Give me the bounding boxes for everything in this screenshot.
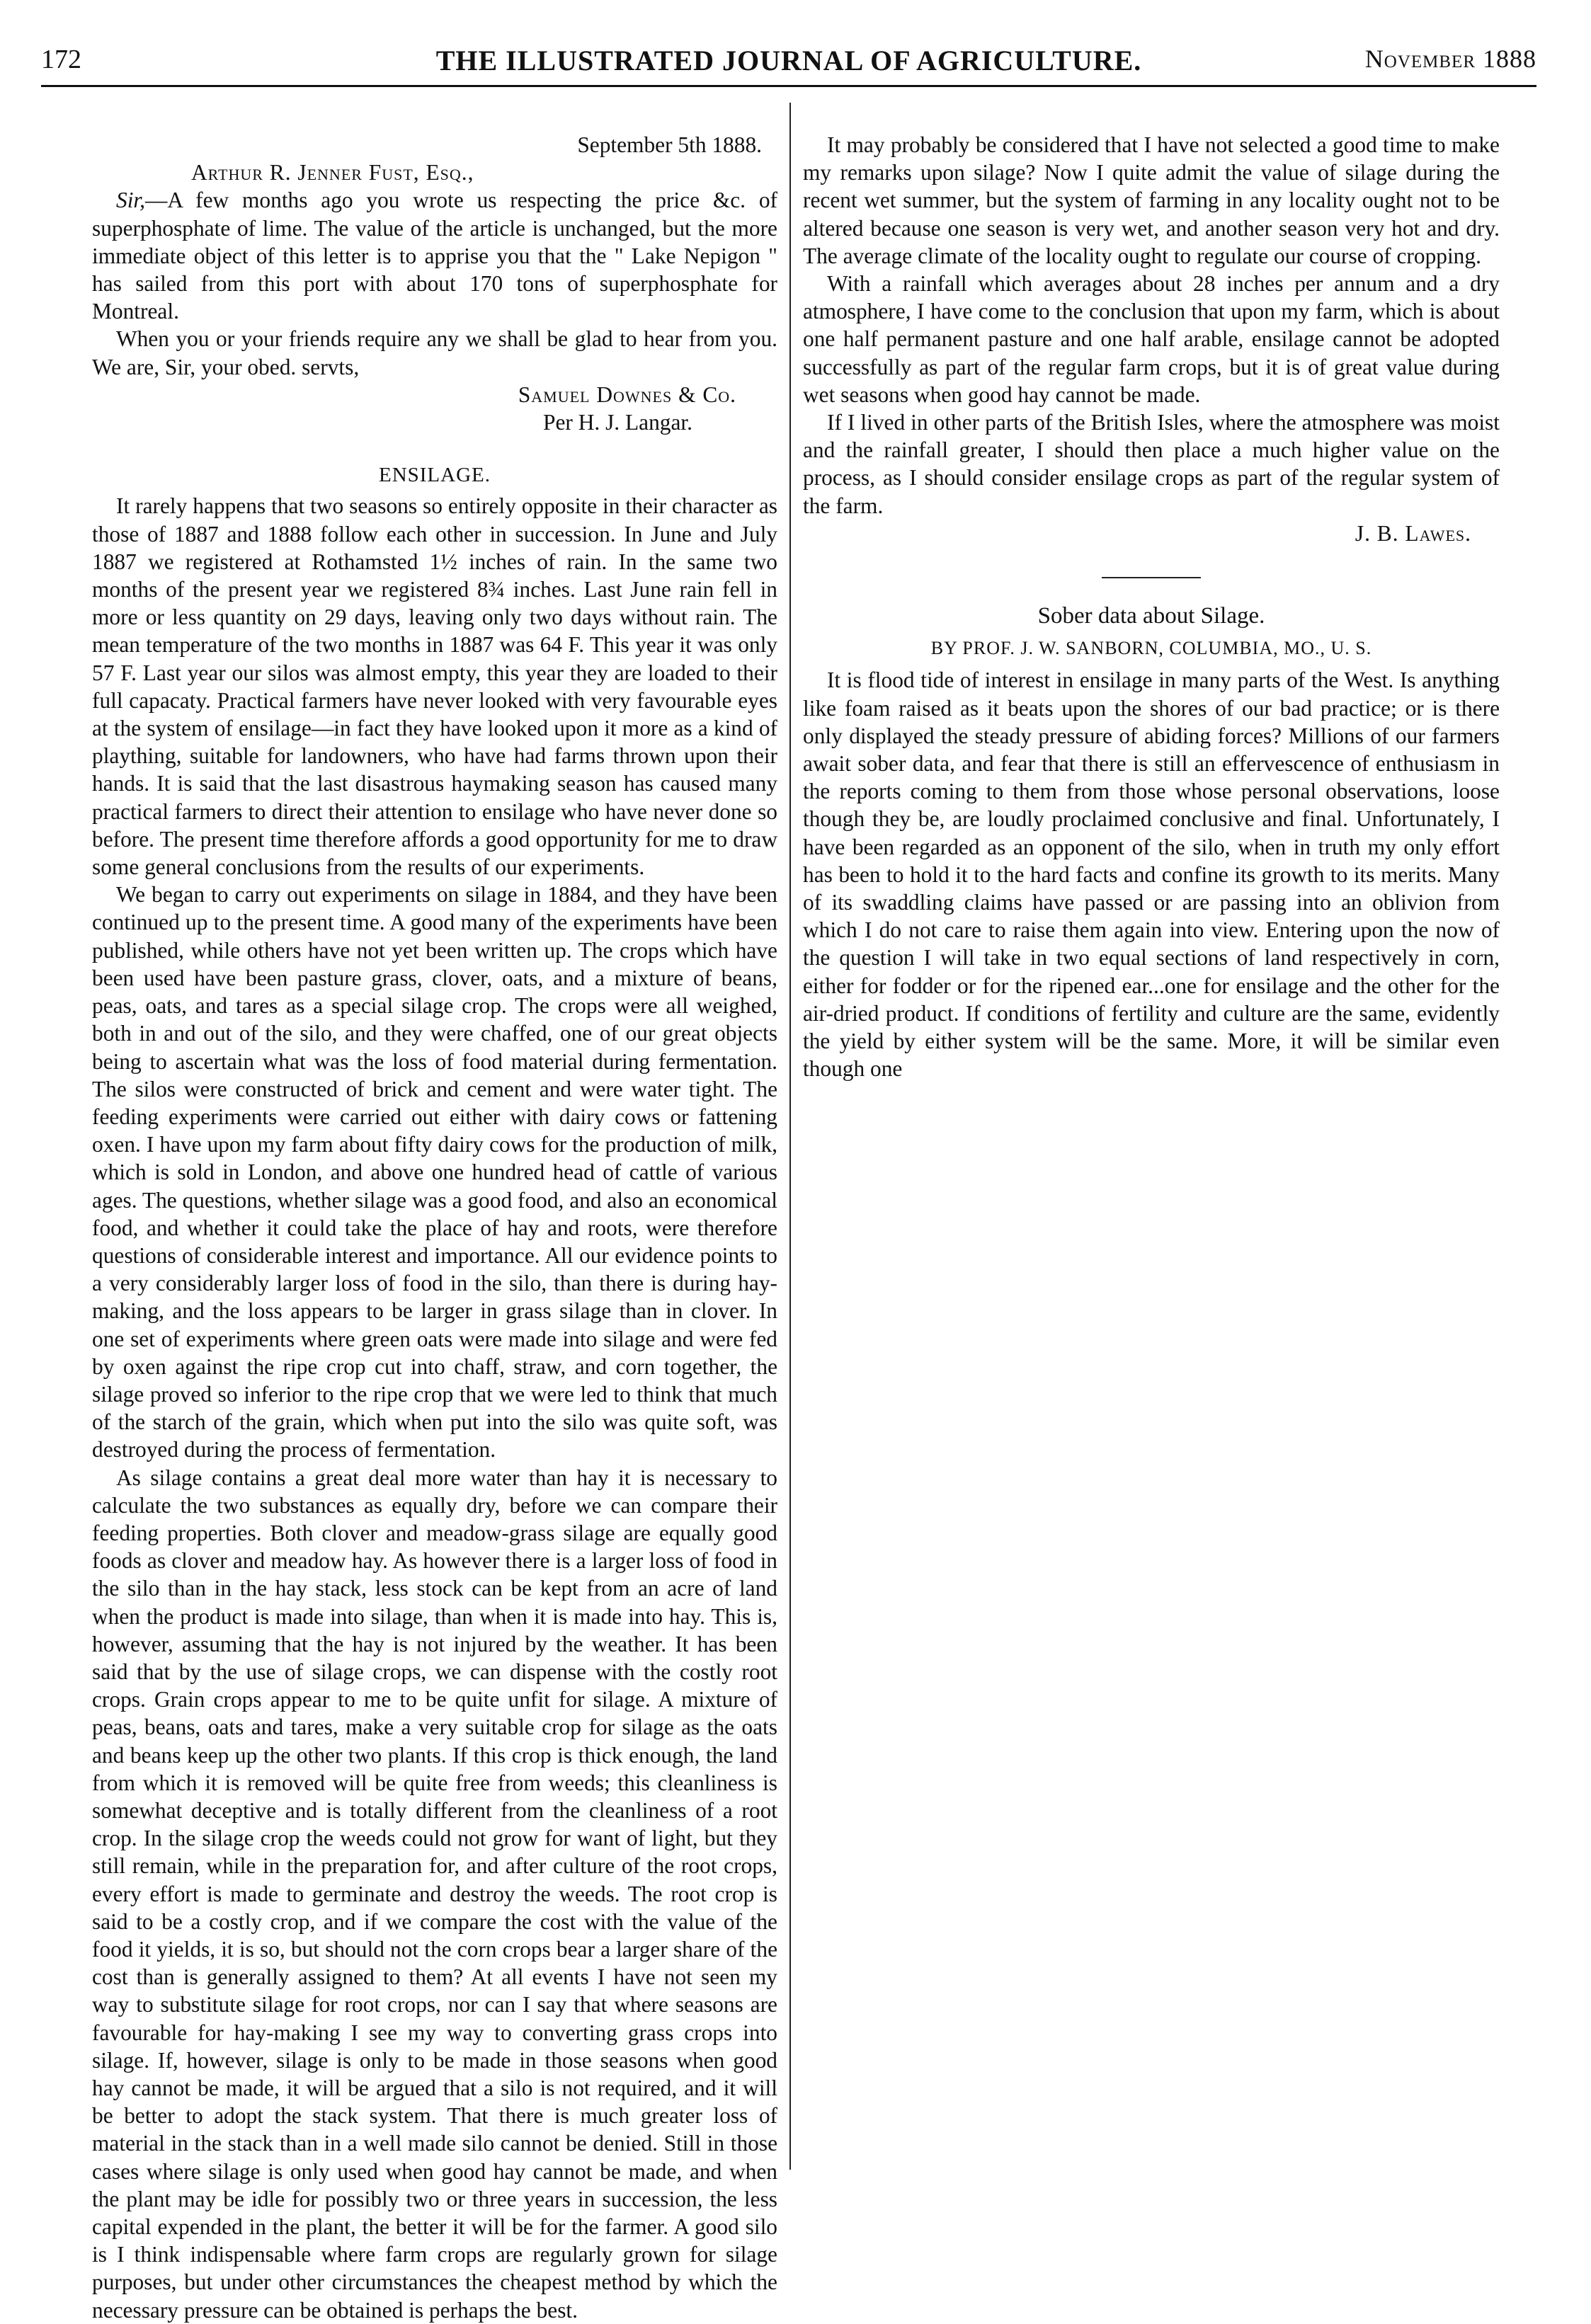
section-separator bbox=[1102, 577, 1201, 578]
letter-closing: When you or your friends require any we shall be glad to hear from you. We are, Sir, your obed. servts, bbox=[92, 326, 777, 379]
letter-addressee: Arthur R. Jenner Fust, Esq., bbox=[191, 160, 474, 185]
ensilage-paragraph-2: We began to carry out experiments on silage in 1884, and they have been continued up to the present time. A good many of the experiments have been published, while others have not yet been written up. The crops which have been used have been pasture grass, clover, oats, and a mixture of beans, peas, oats, and tares as a special silage crop. The crops were all weighed, both in and out of the silo, and they were chaffed, one of our great objects being to ascertain what was the loss of food material during fermentation. The silos were constructed of brick and cement and were water tight. The feeding experiments were carried out either with dairy cows or fattening oxen. I have upon my farm about fifty dairy cows for the production of milk, which is sold in London, and above one hundred head of cattle of various ages. The questions, whether silage was a good food, and also an economical food, and whether it could take the place of hay and roots, were therefore questions of considerable interest and importance. All our evidence points to a very considerably larger loss of food in the silo, than there is during hay-making, and the loss appears to be larger in grass silage than in clover. In one set of experiments where green oats were made into silage and were fed by oxen against the ripe crop cut into chaff, straw, and corn together, the silage proved so inferior to the ripe crop that we were led to think that much of the starch of the grain, which when put into the silo was quite soft, was destroyed during the process of fermentation. bbox=[92, 882, 777, 1462]
ensilage-paragraph-5: With a rainfall which averages about 28 inches per annum and a dry atmosphere, I have come to the conclusion that upon my farm, which is about one half permanent pasture and one half arable, ensilage cannot be adopted successfully as part of the regular farm crops, but it is of great value during wet seasons when good hay cannot be made. bbox=[803, 271, 1500, 407]
page-header bbox=[41, 42, 1536, 87]
issue-date: November 1888 bbox=[1364, 45, 1536, 73]
letter-per: Per H. J. Langar. bbox=[543, 410, 692, 435]
ensilage-title: ENSILAGE. bbox=[378, 464, 491, 487]
ensilage-paragraph-1: It rarely happens that two seasons so entirely opposite in their character as those of 1887 and 1888 follow each other in succession. In June and July 1887 we registered at Rothamsted 1½ inches of rain. In the same two months of the present year we registered 8¾ inches. Last June rain fell in more or less quantity on 29 days, leaving only two days without rain. The mean temperature of the two months in 1887 was 64 F. This year it was only 57 F. Last year our silos was almost empty, this year they are loaded to their full capacaty. Practical farmers have never looked with very favourable eyes at the system of ensilage—in fact they have looked upon it more as a kind of plaything, suitable for landowners, who have had farms thrown upon their hands. It is said that the last disastrous haymaking season has caused many practical farmers to direct their attention to ensilage who have never done so before. The present time therefore affords a good opportunity for me to draw some general conclusions from the results of our experiments. bbox=[92, 493, 777, 880]
ensilage-paragraph-4: It may probably be considered that I have not selected a good time to make my remarks upon silage? Now I quite admit the value of silage during the recent wet summer, but the system of farming in any locality ought not to be altered because one season is very wet, and another season very hot and dry. The average climate of the locality ought to regulate our course of cropping. bbox=[803, 132, 1500, 268]
ensilage-author: J. B. Lawes. bbox=[1355, 520, 1471, 546]
letter-salutation: Sir, bbox=[116, 188, 145, 213]
sober-data-title: Sober data about Silage. bbox=[1037, 603, 1265, 629]
letter-body bbox=[92, 186, 777, 325]
left-column bbox=[92, 131, 777, 2324]
journal-title: THE ILLUSTRATED JOURNAL OF AGRICULTURE. bbox=[435, 45, 1142, 76]
column-divider bbox=[789, 103, 791, 2170]
letter-date: September 5th 1888. bbox=[577, 132, 762, 157]
letter-body-text: —A few months ago you wrote us respecting the price &c. of superphosphate of lime. The value of the article is unchanged, but the more immediate object of this letter is to apprise you that the " Lake Nepigon " has sailed from this port with about 170 tons of superphosphate for Montreal. bbox=[92, 188, 777, 324]
sober-data-paragraph: It is flood tide of interest in ensilage in many parts of the West. Is anything like foam raised as it beats upon the shores of our bad practice; or is there only displayed the steady pressure of abiding forces? Millions of our farmers await sober data, and fear that there is still an effervescence of enthusiasm in the reports coming to them from those whose personal observations, loose though they be, are loudly proclaimed conclusive and final. Unfortunately, I have been regarded as an opponent of the silo, when in truth my only effort has been to hold it to the hard facts and confine its growth to its merits. Many of its swaddling claims have passed or are passing into an oblivion from which I do not care to raise them again into view. Entering upon the now of the question I will take in two equal sections of land respectively in corn, either for fodder or for the ripened ear...one for ensilage and the other for the air-dried product. If conditions of fertility and culture are the same, evidently the yield by either system will be the same. More, it will be similar even though one bbox=[803, 668, 1500, 1082]
page-number: 172 bbox=[41, 45, 81, 74]
right-column bbox=[803, 131, 1500, 1083]
letter-signature: Samuel Downes & Co. bbox=[518, 382, 736, 407]
ensilage-paragraph-3: As silage contains a great deal more water than hay it is necessary to calculate the two substances as equally dry, before we can compare their feeding properties. Both clover and meadow-grass silage are equally good foods as clover and meadow hay. As however there is a larger loss of food in the silo than in the hay stack, less stock can be kept from an acre of land when the product is made into silage, than when it is made into hay. This is, however, assuming that the hay is not injured by the weather. It has been said that by the use of silage crops, we can dispense with the costly root crops. Grain crops appear to me to be quite unfit for silage. A mixture of peas, beans, oats and tares, make a very suitable crop for silage as the oats and beans keep up the other two plants. If this crop is thick enough, the land from which it is removed will be quite free from weeds; this cleanliness is somewhat deceptive and is totally different from the cleanliness of a root crop. In the silage crop the weeds could not grow for want of light, but they still remain, while in the preparation for, and after culture of the root crops, every effort is made to germinate and destroy the weeds. The root crop is said to be a costly crop, and if we compare the cost with the value of the food it yields, it is so, but should not the corn crops bear a larger share of the cost than is generally assigned to them? At all events I have not seen my way to substitute silage for root crops, nor can I say that where seasons are favourable for hay-making I see my way to converting grass crops into silage. If, however, silage is only to be made in those seasons when good hay cannot be made, it will be argued that a silo is not required, and it will be better to adopt the stack system. That there is much greater loss of material in the stack than in a well made silo cannot be denied. Still in those cases where silage is only used when good hay cannot be made, and when the plant may be idle for possibly two or three years in succession, the less capital expended in the plant, the better it will be for the farmer. A good silo is I think indispensable where farm crops are regularly grown for silage purposes, but under other circumstances the cheapest method by which the necessary pressure can be obtained is perhaps the best. bbox=[92, 1465, 777, 2323]
ensilage-paragraph-6: If I lived in other parts of the British Isles, where the atmosphere was moist and the rainfall greater, I should then place a much higher value on the process, as I should consider ensilage crops as part of the regular system of the farm. bbox=[803, 410, 1500, 518]
sober-data-byline: BY PROF. J. W. SANBORN, COLUMBIA, MO., U. S. bbox=[930, 638, 1372, 659]
